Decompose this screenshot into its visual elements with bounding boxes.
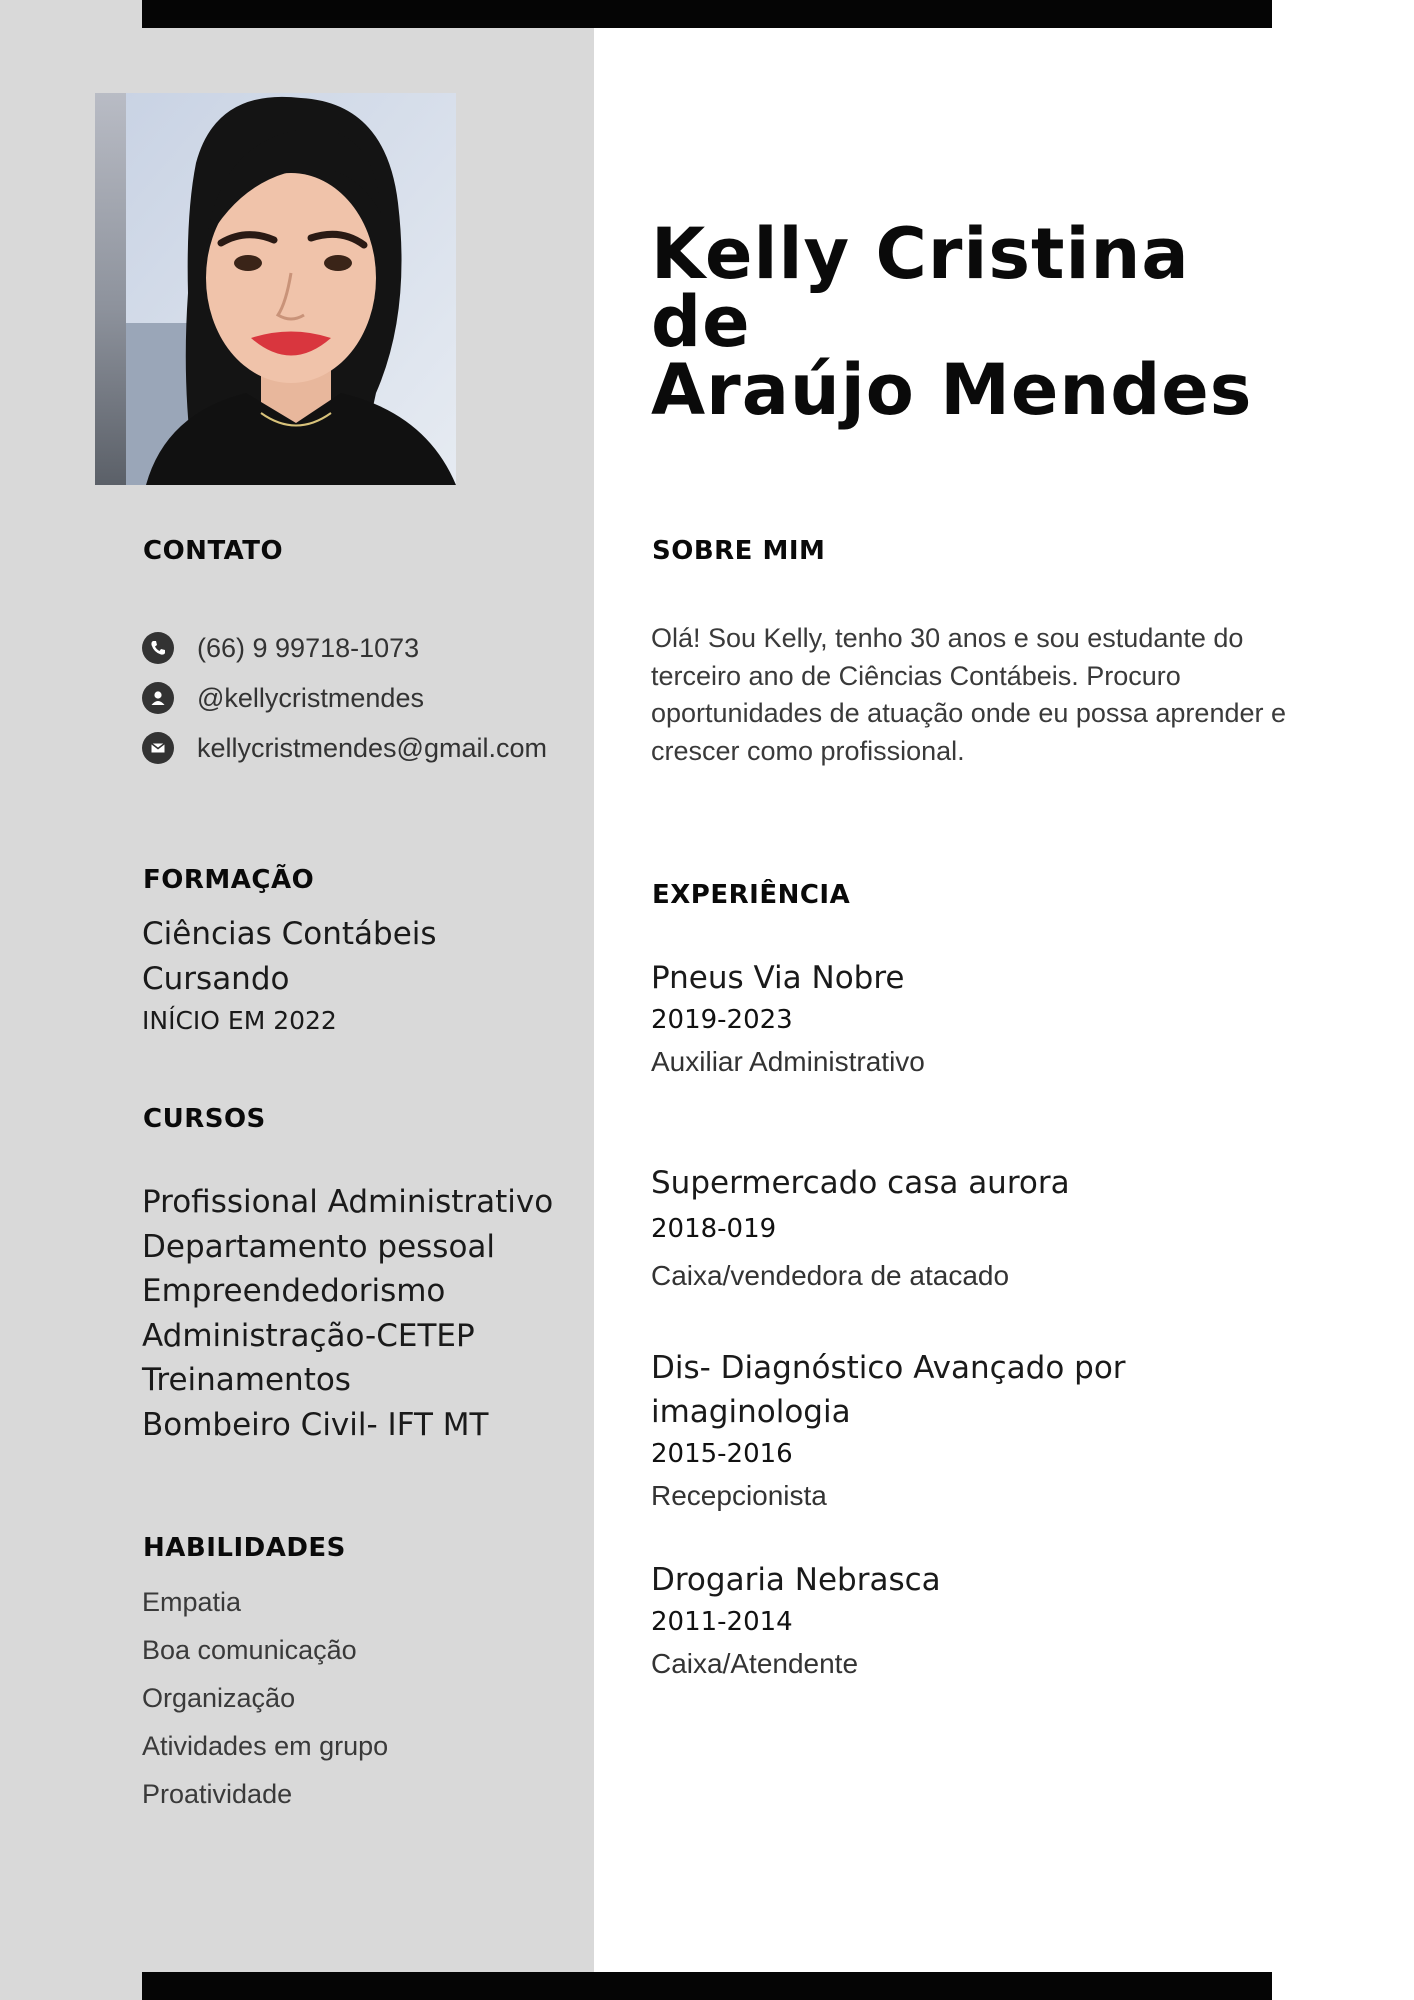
list-item: Empreendedorismo	[142, 1273, 446, 1310]
contact-heading: CONTATO	[143, 536, 284, 566]
contact-phone	[142, 628, 419, 668]
job-role: Caixa/Atendente	[651, 1648, 859, 1679]
skills-list	[142, 1578, 388, 1818]
job-role: Auxiliar Administrativo	[651, 1046, 925, 1077]
job-role: Caixa/vendedora de atacado	[651, 1260, 1010, 1291]
user-icon	[142, 682, 174, 714]
skills-heading: HABILIDADES	[143, 1533, 346, 1563]
courses-heading: CURSOS	[143, 1104, 266, 1134]
job-company: Pneus Via Nobre	[651, 960, 905, 996]
list-item: Atividades em grupo	[142, 1731, 389, 1761]
list-item: Boa comunicação	[142, 1635, 357, 1665]
job-company: Supermercado casa aurora	[651, 1165, 1070, 1201]
list-item: Treinamentos	[142, 1362, 351, 1399]
candidate-name-line2: Araújo Mendes	[651, 349, 1253, 431]
experience-entry	[651, 1346, 1291, 1518]
list-item: Bombeiro Civil- IFT MT	[142, 1406, 489, 1443]
contact-social	[142, 678, 424, 718]
list-item: Profissional Administrativo	[142, 1184, 554, 1220]
job-company: Drogaria Nebrasca	[651, 1562, 941, 1598]
list-item: Proatividade	[142, 1779, 293, 1809]
education-course	[142, 912, 437, 1002]
candidate-name	[651, 213, 1271, 431]
experience-entry	[651, 1161, 1291, 1299]
experience-entry	[651, 956, 1291, 1084]
photo-accent-strip	[95, 93, 126, 485]
job-company: Dis- Diagnóstico Avançado por imaginologia	[651, 1350, 1126, 1430]
job-years: 2015-2016	[651, 1439, 793, 1469]
experience-entry	[651, 1558, 1291, 1686]
contact-social-text[interactable]: @kellycristmendes	[197, 682, 424, 713]
list-item: Organização	[142, 1683, 296, 1713]
profile-photo	[95, 93, 456, 485]
job-years: 2019-2023	[651, 1005, 793, 1035]
about-text: Olá! Sou Kelly, tenho 30 anos e sou estudante do terceiro ano de Ciências Contábeis. Procuro oportunidades de atuação onde eu possa aprender e crescer como profissional.	[651, 623, 1287, 766]
list-item: Empatia	[142, 1587, 242, 1617]
mail-icon	[142, 732, 174, 764]
contact-email-text[interactable]: kellycristmendes@gmail.com	[197, 732, 547, 763]
contact-phone-text[interactable]: (66) 9 99718-1073	[197, 632, 420, 663]
job-role: Recepcionista	[651, 1480, 827, 1511]
experience-heading: EXPERIÊNCIA	[652, 880, 851, 910]
top-bar	[142, 0, 1272, 28]
education-heading: FORMAÇÃO	[143, 865, 315, 895]
education-course-status: Cursando	[142, 961, 290, 997]
job-years: 2018-019	[651, 1214, 777, 1244]
bottom-bar	[142, 1972, 1272, 2000]
list-item: Administração-CETEP	[142, 1317, 475, 1354]
about-heading: SOBRE MIM	[652, 536, 826, 566]
list-item: Departamento pessoal	[142, 1228, 496, 1265]
education-start: INÍCIO EM 2022	[142, 1006, 337, 1035]
contact-email	[142, 728, 547, 768]
job-years: 2011-2014	[651, 1607, 793, 1637]
phone-icon	[142, 632, 174, 664]
profile-photo-image	[126, 93, 456, 485]
candidate-name-line1: Kelly Cristina de	[651, 213, 1190, 363]
education-course-name: Ciências Contábeis	[142, 916, 437, 952]
courses-list	[142, 1180, 553, 1448]
